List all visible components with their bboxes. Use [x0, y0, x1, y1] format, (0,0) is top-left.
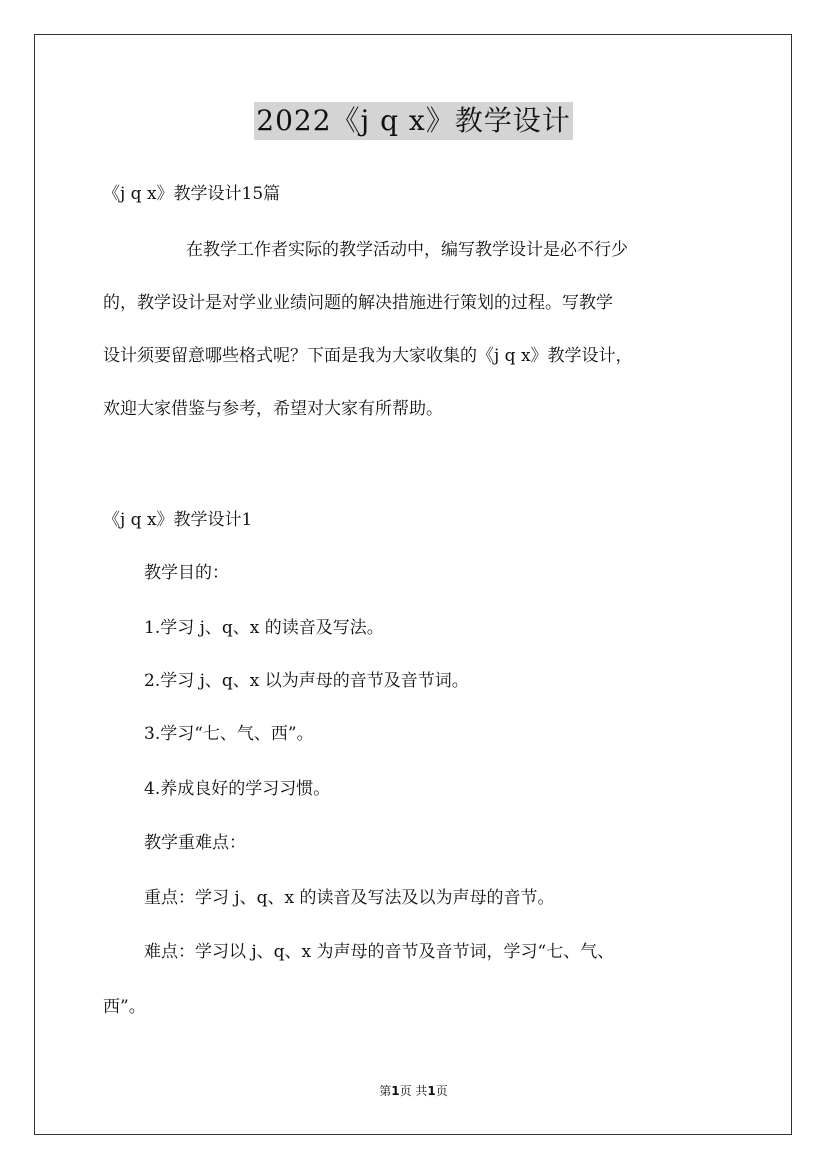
- footer-current-page: 1: [391, 1084, 400, 1098]
- body-line: 4.养成良好的学习习惯。: [144, 779, 331, 799]
- body-line: 3.学习“七、气、西”。: [144, 724, 314, 744]
- intro-line: 设计须要留意哪些格式呢？下面是我为大家收集的《j q x》教学设计，: [103, 346, 633, 366]
- document-subtitle: 《j q x》教学设计15篇: [103, 184, 281, 204]
- intro-line: 在教学工作者实际的教学活动中，编写教学设计是必不行少: [186, 240, 628, 260]
- footer-prefix: 第: [379, 1084, 392, 1098]
- body-line: 教学目的：: [144, 563, 229, 583]
- body-line: 教学重难点：: [144, 833, 246, 853]
- intro-line: 欢迎大家借鉴与参考，希望对大家有所帮助。: [103, 399, 443, 419]
- body-line: 重点：学习 j、q、x 的读音及写法及以为声母的音节。: [144, 888, 555, 908]
- section-title: 《j q x》教学设计1: [103, 510, 253, 530]
- body-line: 西”。: [103, 997, 146, 1017]
- footer-suffix: 页: [435, 1084, 448, 1098]
- footer-total-pages: 1: [427, 1084, 436, 1098]
- page-footer: [0, 1083, 827, 1099]
- body-line: 1.学习 j、q、x 的读音及写法。: [144, 618, 384, 638]
- body-line: 难点：学习以 j、q、x 为声母的音节及音节词，学习“七、气、: [144, 942, 615, 962]
- title-container: [0, 102, 827, 140]
- document-title: 2022《j q x》教学设计: [254, 102, 572, 140]
- footer-mid: 页 共: [399, 1084, 428, 1098]
- intro-line: 的，教学设计是对学业业绩问题的解决措施进行策划的过程。写教学: [103, 293, 613, 313]
- body-line: 2.学习 j、q、x 以为声母的音节及音节词。: [144, 671, 469, 691]
